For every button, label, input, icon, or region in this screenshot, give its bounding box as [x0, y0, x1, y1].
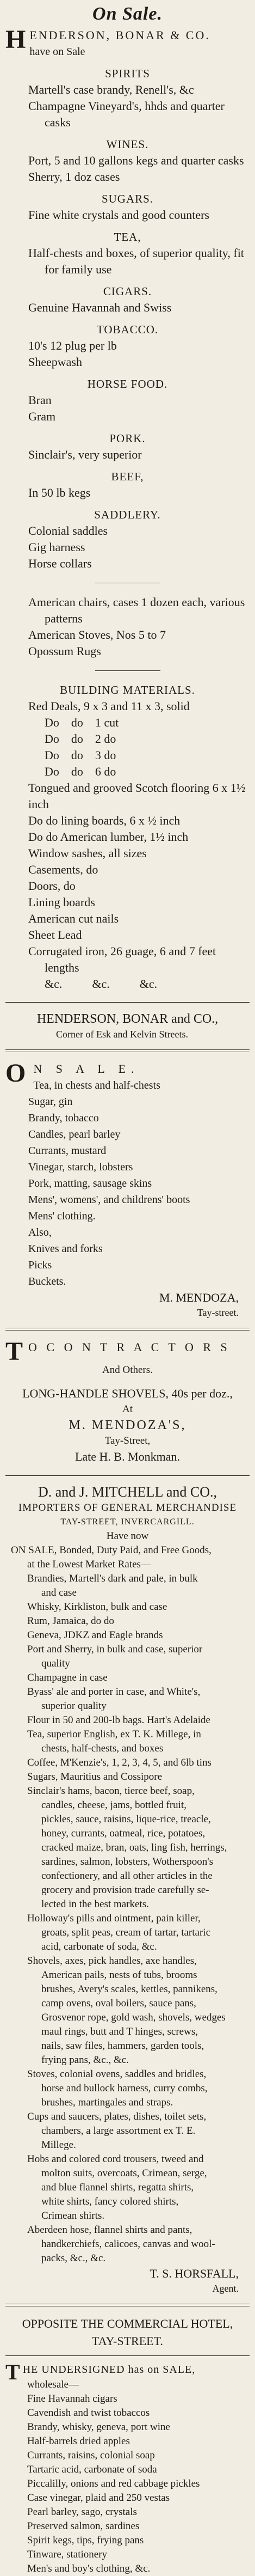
ad-name: HENDERSON, BONAR and CO.,	[36, 1012, 219, 1026]
list-item: Currants, mustard	[28, 1145, 107, 1157]
category-cigars: CIGARS.	[103, 285, 152, 298]
list-item: Port and Sherry, in bulk and case, superior	[27, 1644, 203, 1655]
divider	[95, 670, 160, 671]
list-item: Horse collars	[28, 557, 92, 570]
ad-subhead: TAY-STREET.	[92, 2334, 163, 2348]
list-item: Cavendish and twist tobaccos	[27, 2407, 150, 2419]
list-item: chests, half-chests, and boxes	[41, 1743, 164, 1754]
list-item: American Stoves, Nos 5 to 7	[28, 628, 166, 642]
list-item: white shirts, fancy colored shirts,	[41, 2196, 179, 2207]
list-item: Knives and forks	[28, 1243, 103, 1255]
list-item: 10's 12 plug per lb	[28, 339, 117, 352]
list-item: Sugar, gin	[28, 1096, 73, 1108]
list-item: horse and bullock harness, curry combs,	[41, 2083, 208, 2094]
list-item: and case	[41, 1587, 77, 1598]
list-item: Mens' clothing.	[28, 1210, 96, 1222]
list-item: Half-barrels dried apples	[27, 2435, 130, 2447]
list-item: Champagne in case	[27, 1672, 108, 1683]
list-item: Half-chests and boxes, of superior quality, fit	[28, 246, 244, 260]
list-item: Martell's case brandy, Renell's, &c	[28, 83, 194, 96]
list-item: Coffee, M'Kenzie's, 1, 2, 3, 4, 5, and 6lb tins	[27, 1757, 212, 1768]
ad-header: OPPOSITE THE COMMERCIAL HOTEL,	[22, 2317, 233, 2330]
list-item: Red Deals, 9 x 3 and 11 x 3, solid	[28, 699, 190, 713]
ad-line: Tay-Street,	[104, 1435, 151, 1446]
list-item: Pork, matting, sausage skins	[28, 1177, 152, 1189]
category-sugars: SUGARS.	[101, 192, 154, 205]
list-item: Champagne Vineyard's, hhds and quarter	[28, 99, 225, 113]
list-item: Tinware, stationery	[27, 2549, 108, 2560]
list-item: Do do lining boards, 6 x ½ inch	[28, 814, 181, 827]
ad-header: HE UNDERSIGNED has on SALE,	[22, 2364, 196, 2376]
list-item: confectionery, and all other articles in the	[41, 1870, 213, 1882]
list-item: American chairs, cases 1 dozen each, various	[28, 595, 245, 609]
list-item: Cups and saucers, plates, dishes, toilet sets,	[27, 2111, 207, 2122]
drop-cap: H	[5, 25, 28, 54]
list-item: Preserved salmon, sardines	[27, 2520, 140, 2532]
list-item: at the Lowest Market Rates—	[27, 1559, 151, 1570]
list-item: Grosvenor rope, gold wash, shovels, wedges	[41, 2012, 226, 2023]
divider	[5, 2355, 250, 2356]
page-title: On Sale.	[92, 4, 163, 24]
opposite-hotel-ad: OPPOSITE THE COMMERCIAL HOTEL, TAY-STREET. T HE UNDERSIGNED has on SALE, wholesale— Fine Havannah cigars Cavendish and twist tobaccos Brandy, whisky, geneva, port wine Half-barrels dried apples Currants, raisins, colonial soap Tartaric acid, carbonate of soda Piccalilly, onions and red cabbage pickles Case vinegar, plaid and 250 vestas Pearl barley, sago, crystals Preserved salmon, sardines Spirit kegs, tips, frying pans Tinware, stationery Men's and boy's clothing, &c.	[5, 2315, 250, 2576]
list-item: molton suits, overcoats, Crimean, serge,	[41, 2168, 207, 2179]
category-spirits: SPIRITS	[105, 67, 150, 80]
list-item: Gig harness	[28, 540, 85, 554]
divider	[5, 1002, 250, 1003]
list-item: Port, 5 and 10 gallons kegs and quarter casks	[28, 154, 244, 167]
list-item: Brandy, whisky, geneva, port wine	[27, 2421, 170, 2433]
list-item: Mens', womens', and childrens' boots	[28, 1194, 190, 1206]
ad-subhead: IMPORTERS OF GENERAL MERCHANDISE	[18, 1502, 237, 1513]
ad-header: N S A L E.	[33, 1062, 140, 1076]
list-item: Currants, raisins, colonial soap	[27, 2450, 155, 2461]
list-item: Do do 3 do	[45, 748, 116, 762]
list-item: ON SALE, Bonded, Duty Paid, and Free Goods,	[11, 1545, 212, 1556]
list-item: maul rings, butt and T hinges, screws,	[41, 2026, 198, 2037]
list-item: American cut nails	[28, 912, 119, 925]
list-item: Window sashes, all sizes	[28, 846, 147, 860]
list-item: Byass' ale and porter in case, and White's,	[27, 1686, 201, 1698]
contractors-ad: T O C O N T R A C T O R S And Others. LONG-HANDLE SHOVELS, 40s per doz., At M. MENDOZA'S, Tay-Street, Late H. B. Monkman.	[5, 1339, 250, 1466]
list-item: Shovels, axes, pick handles, axe handles,	[27, 1955, 197, 1967]
list-item: Colonial saddles	[28, 524, 108, 538]
mendoza-on-sale: O N S A L E. Tea, in chests and half-chests Sugar, gin Brandy, tobacco Candles, pearl barley Currants, mustard Vinegar, starch, lobsters Pork, matting, sausage skins Mens', womens', and childrens' boots Mens' clothing. Also, Knives and forks Picks Buckets. M. MENDOZA, Tay-street.	[5, 1061, 250, 1319]
divider	[5, 2304, 250, 2306]
list-item: pickles, sauce, raisins, lique-rice, treacle,	[41, 1814, 211, 1825]
signature: T. S. HORSFALL,	[150, 2267, 239, 2280]
ad-header: D. and J. MITCHELL and CO.,	[38, 1484, 217, 1500]
list-item: camp ovens, oval boilers, sauce pans,	[41, 1998, 196, 2009]
list-item: Millege.	[41, 2139, 76, 2151]
category-wines: WINES.	[106, 138, 149, 151]
henderson-signature	[5, 1010, 250, 1041]
list-item: Piccalilly, onions and red cabbage pickles	[27, 2478, 200, 2489]
list-item: Geneva, JDKZ and Eagle brands	[27, 1629, 163, 1641]
list-item: Do do 2 do	[45, 732, 116, 746]
list-item: American pails, nests of tubs, brooms	[41, 1969, 197, 1981]
list-item: Hobs and colored cord trousers, tweed and	[27, 2153, 204, 2165]
list-item: Bran	[28, 393, 52, 407]
list-item: Sherry, 1 doz cases	[28, 170, 120, 184]
ad-line: Late H. B. Monkman.	[74, 1450, 181, 1463]
signature-sub: Tay-street.	[197, 1307, 239, 1318]
list-item: sardines, salmon, lobsters, Wotherspoon's	[41, 1856, 214, 1867]
divider	[5, 1049, 250, 1052]
list-item: Tea, in chests and half-chests	[33, 1079, 160, 1091]
ad-line: LONG-HANDLE SHOVELS, 40s per doz.,	[22, 1387, 233, 1400]
list-item: grocery and provision trade carefully se-	[41, 1884, 209, 1896]
ad-line: At	[122, 1403, 133, 1415]
list-item: Sinclair's, very superior	[28, 448, 142, 461]
list-item: Case vinegar, plaid and 250 vestas	[27, 2492, 170, 2504]
list-item: nails, saw files, hammers, garden tools,	[41, 2040, 204, 2052]
list-item: Picks	[28, 1259, 52, 1271]
list-item: brushes, martingales and straps.	[41, 2097, 173, 2108]
list-item: Sinclair's hams, bacon, tierce beef, soap,	[27, 1785, 195, 1797]
category-building: BUILDING MATERIALS.	[60, 683, 195, 697]
list-item: acid, carbonate of soda, &c.	[41, 1941, 157, 1952]
divider	[5, 1328, 250, 1330]
ad-header: O C O N T R A C T O R S	[28, 1340, 231, 1354]
category-tea: TEA,	[114, 230, 141, 243]
list-item: quality	[41, 1658, 70, 1669]
list-item: Aberdeen hose, flannel shirts and pants,	[27, 2224, 192, 2236]
list-item: Sheepwash	[28, 355, 82, 369]
list-item: brushes, Avery's scales, kettles, pannikens,	[41, 1983, 217, 1995]
list-item: Crimean shirts.	[41, 2210, 105, 2221]
list-item: superior quality	[41, 1700, 107, 1712]
list-item: Candles, pearl barley	[28, 1128, 121, 1140]
list-item: Rum, Jamaica, do do	[27, 1615, 114, 1627]
category-tobacco: TOBACCO.	[96, 323, 159, 336]
list-item: Tea, superior English, ex T. K. Millege, in	[27, 1729, 201, 1740]
list-item: for family use	[45, 263, 112, 276]
newspaper-column	[0, 3, 255, 2574]
list-item: Opossum Rugs	[28, 644, 101, 658]
list-item: Corrugated iron, 26 guage, 6 and 7 feet	[28, 944, 216, 958]
ad-line: Have now	[106, 1530, 149, 1542]
list-item: lected in the best markets.	[41, 1899, 149, 1910]
list-item: Tartaric acid, carbonate of soda	[27, 2464, 157, 2475]
list-item: Holloway's pills and ointment, pain killer,	[27, 1913, 201, 1924]
list-item: Spirit kegs, tips, frying pans	[27, 2535, 144, 2546]
list-item: lengths	[45, 961, 79, 974]
ad-subhead: TAY-STREET, INVERCARGILL.	[60, 1517, 195, 1527]
list-item: Buckets.	[28, 1275, 66, 1287]
list-item: handkerchiefs, calicoes, canvas and wool-	[41, 2238, 215, 2250]
list-item: Fine white crystals and good counters	[28, 208, 209, 222]
ad-subhead: And Others.	[102, 1364, 153, 1376]
list-item: casks	[45, 115, 71, 129]
list-item: Tongued and grooved Scotch flooring 6 x 1½	[28, 781, 246, 795]
category-beef: BEEF,	[111, 470, 144, 483]
henderson-ad	[5, 27, 250, 992]
list-item: Stoves, colonial ovens, saddles and bridles,	[27, 2068, 207, 2080]
list-item: and blue flannel shirts, regatta shirts,	[41, 2182, 194, 2193]
list-item: Vinegar, starch, lobsters	[28, 1161, 133, 1173]
list-item: Fine Havannah cigars	[27, 2393, 117, 2404]
list-item: Do do 1 cut	[45, 716, 119, 729]
list-item: Genuine Havannah and Swiss	[28, 301, 172, 314]
list-item: inch	[28, 797, 49, 811]
signature: M. MENDOZA,	[159, 1291, 239, 1304]
ad-line: M. MENDOZA'S,	[69, 1418, 186, 1432]
ad-header: ENDERSON, BONAR & CO.	[29, 28, 210, 42]
signature-sub: Agent.	[212, 2283, 239, 2294]
list-item: Sugars, Mauritius and Cossipore	[27, 1771, 163, 1783]
list-item: Whisky, Kirkliston, bulk and case	[27, 1601, 167, 1613]
category-saddlery: SADDLERY.	[94, 508, 161, 521]
list-item: &c. &c. &c.	[45, 977, 158, 991]
list-item: Also,	[28, 1226, 52, 1238]
list-item: patterns	[45, 612, 83, 625]
list-item: Brandies, Martell's dark and pale, in bulk	[27, 1573, 198, 1584]
list-item: Lining boards	[28, 895, 95, 909]
list-item: Do do 6 do	[45, 765, 116, 778]
list-item: cracked maize, bran, oats, ling fish, herrings,	[41, 1842, 227, 1853]
list-item: Gram	[28, 410, 56, 423]
list-item: chambers, a large assortment ex T. E.	[41, 2125, 196, 2137]
list-item: Men's and boy's clothing, &c.	[27, 2563, 151, 2574]
ad-address: Corner of Esk and Kelvin Streets.	[56, 1029, 188, 1040]
list-item: frying pans, &c., &c.	[41, 2054, 129, 2066]
list-item: Pearl barley, sago, crystals	[27, 2506, 137, 2518]
list-item: Flour in 50 and 200-lb bags. Hart's Adelaide	[27, 1714, 210, 1726]
category-horse-food: HORSE FOOD.	[87, 377, 168, 390]
list-item: groats, split peas, cream of tartar, tartaric	[41, 1927, 211, 1938]
list-item: Sheet Lead	[28, 928, 82, 942]
list-item: Casements, do	[28, 863, 98, 876]
category-pork: PORK.	[109, 432, 146, 445]
list-item: In 50 lb kegs	[28, 486, 91, 499]
mitchell-ad	[5, 1484, 250, 2295]
ad-header-cont: have on Sale	[29, 46, 85, 58]
list-item: Brandy, tobacco	[28, 1112, 99, 1124]
divider	[5, 1475, 250, 1476]
list-item: candles, cheese, jams, bottled fruit,	[41, 1799, 186, 1811]
list-item: honey, currants, oatmeal, rice, potatoes,	[41, 1828, 206, 1839]
list-item: Do do American lumber, 1½ inch	[28, 830, 189, 844]
list-item: wholesale—	[27, 2379, 79, 2390]
list-item: packs, &c., &c.	[41, 2253, 106, 2264]
list-item: Doors, do	[28, 879, 76, 893]
